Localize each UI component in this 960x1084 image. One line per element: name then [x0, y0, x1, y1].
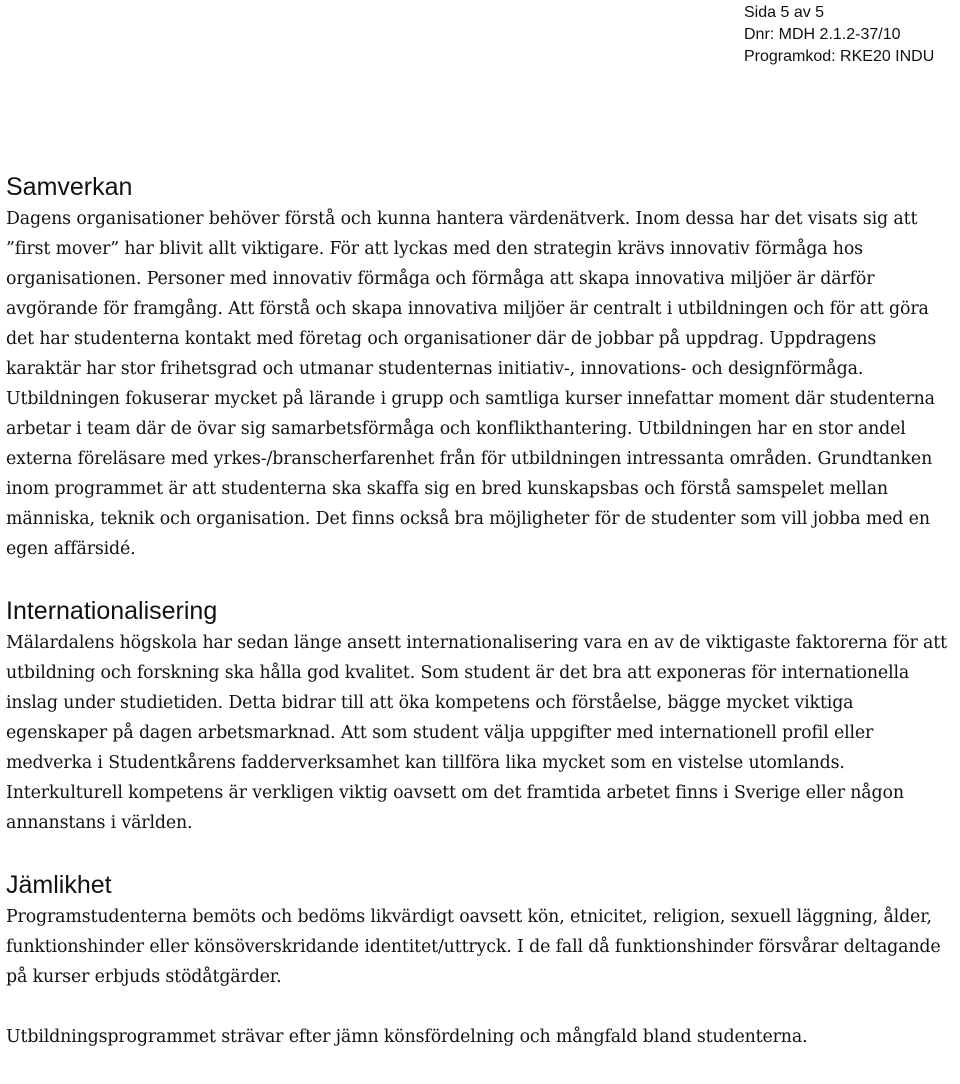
page-number: Sida 5 av 5	[744, 4, 825, 21]
section-spacer	[6, 564, 954, 594]
section-text-jamlikhet: Programstudenterna bemöts och bedöms likvärdigt oavsett kön, etnicitet, religion, sexuell läggning, ålder, funktionshinder eller könsöverskridande identitet/uttryck. I de fall då funktionshinder försvårar deltagande på kurser erbjuds stödåtgärder.	[6, 907, 941, 987]
section-spacer	[6, 838, 954, 868]
document-number: Dnr: MDH 2.1.2-37/10	[744, 26, 901, 43]
section-text-internationalisering: Mälardalens högskola har sedan länge ansett internationalisering vara en av de viktigaste faktorerna för att utbildning och forskning ska hålla god kvalitet. Som student är det bra att exponeras för internationella inslag under studietiden. Detta bidrar till att öka kompetens och förståelse, bägge mycket viktiga egenskaper på dagen arbetsmarknad. Att som student välja uppgifter med internationell profil eller medverka i Studentkårens fadderverksamhet kan tillföra lika mycket som en vistelse utomlands. Interkulturell kompetens är verkligen viktig oavsett om det framtida arbetet finns i Sverige eller någon annanstans i världen.	[6, 633, 947, 833]
section-text-samverkan: Dagens organisationer behöver förstå och kunna hantera värdenätverk. Inom dessa har det visats sig att ”first mover” har blivit allt viktigare. För att lyckas med den strategin krävs innovativ förmåga hos organisationen. Personer med innovativ förmåga och förmåga att skapa innovativa miljöer är därför avgörande för framgång. Att förstå och skapa innovativa miljöer är centralt i utbildningen och för att göra det har studenterna kontakt med företag och organisationer där de jobbar på uppdrag. Uppdragens karaktär har stor frihetsgrad och utmanar studenternas initiativ-, innovations- och designförmåga. Utbildningen fokuserar mycket på lärande i grupp och samtliga kurser innefattar moment där studenterna arbetar i team där de övar sig samarbetsförmåga och konflikthantering. Utbildningen har en stor andel externa föreläsare med yrkes-/branscherfarenhet från för utbildningen intressanta områden. Grundtanken inom programmet är att studenterna ska skaffa sig en bred kunskapsbas och förstå samspelet mellan människa, teknik och organisation. Det finns också bra möjligheter för de studenter som vill jobba med en egen affärsidé.	[6, 209, 935, 559]
document-body	[6, 170, 954, 1052]
section-heading-internationalisering: Internationalisering	[6, 597, 218, 625]
closing-statement: Utbildningsprogrammet strävar efter jämn könsfördelning och mångfald bland studenterna.	[6, 1027, 808, 1047]
section-samverkan	[6, 170, 954, 564]
section-internationalisering	[6, 594, 954, 838]
section-jamlikhet	[6, 868, 954, 992]
section-heading-samverkan: Samverkan	[6, 173, 133, 201]
program-code: Programkod: RKE20 INDU	[744, 48, 935, 65]
page-header	[744, 2, 960, 68]
section-spacer	[6, 992, 954, 1022]
section-heading-jamlikhet: Jämlikhet	[6, 871, 112, 899]
